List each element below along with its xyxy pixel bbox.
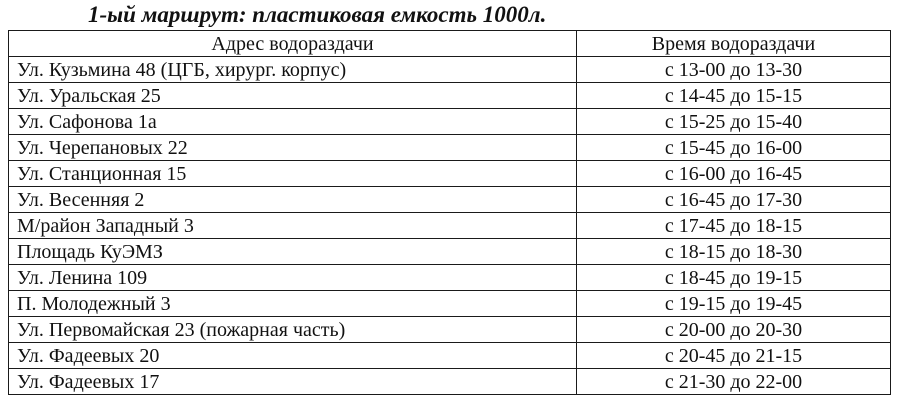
address-cell: П. Молодежный 3 bbox=[9, 291, 577, 317]
table-row bbox=[9, 109, 891, 135]
table-header-row bbox=[9, 31, 891, 57]
time-cell: с 15-45 до 16-00 bbox=[577, 135, 891, 161]
table-row bbox=[9, 187, 891, 213]
time-cell: с 18-15 до 18-30 bbox=[577, 239, 891, 265]
header-time: Время водораздачи bbox=[577, 31, 891, 57]
table-row bbox=[9, 161, 891, 187]
time-cell: с 20-00 до 20-30 bbox=[577, 317, 891, 343]
time-cell: с 16-00 до 16-45 bbox=[577, 161, 891, 187]
address-cell: М/район Западный 3 bbox=[9, 213, 577, 239]
address-cell: Ул. Фадеевых 20 bbox=[9, 343, 577, 369]
address-cell: Ул. Весенняя 2 bbox=[9, 187, 577, 213]
time-cell: с 18-45 до 19-15 bbox=[577, 265, 891, 291]
header-address: Адрес водораздачи bbox=[9, 31, 577, 57]
address-cell: Ул. Станционная 15 bbox=[9, 161, 577, 187]
time-cell: с 15-25 до 15-40 bbox=[577, 109, 891, 135]
table-row bbox=[9, 83, 891, 109]
water-distribution-table bbox=[8, 30, 891, 395]
address-cell: Ул. Ленина 109 bbox=[9, 265, 577, 291]
time-cell: с 14-45 до 15-15 bbox=[577, 83, 891, 109]
route-title: 1-ый маршрут: пластиковая емкость 1000л. bbox=[88, 2, 547, 27]
time-cell: с 21-30 до 22-00 bbox=[577, 369, 891, 395]
time-cell: с 19-15 до 19-45 bbox=[577, 291, 891, 317]
table-row bbox=[9, 265, 891, 291]
table-row bbox=[9, 239, 891, 265]
time-cell: с 13-00 до 13-30 bbox=[577, 57, 891, 83]
table-row bbox=[9, 291, 891, 317]
address-cell: Ул. Уральская 25 bbox=[9, 83, 577, 109]
address-cell: Ул. Фадеевых 17 bbox=[9, 369, 577, 395]
address-cell: Площадь КуЭМЗ bbox=[9, 239, 577, 265]
address-cell: Ул. Первомайская 23 (пожарная часть) bbox=[9, 317, 577, 343]
address-cell: Ул. Кузьмина 48 (ЦГБ, хирург. корпус) bbox=[9, 57, 577, 83]
time-cell: с 20-45 до 21-15 bbox=[577, 343, 891, 369]
table-row bbox=[9, 317, 891, 343]
address-cell: Ул. Черепановых 22 bbox=[9, 135, 577, 161]
time-cell: с 16-45 до 17-30 bbox=[577, 187, 891, 213]
address-cell: Ул. Сафонова 1а bbox=[9, 109, 577, 135]
table-row bbox=[9, 343, 891, 369]
table-row bbox=[9, 57, 891, 83]
time-cell: с 17-45 до 18-15 bbox=[577, 213, 891, 239]
table-row bbox=[9, 369, 891, 395]
table-row bbox=[9, 135, 891, 161]
table-row bbox=[9, 213, 891, 239]
